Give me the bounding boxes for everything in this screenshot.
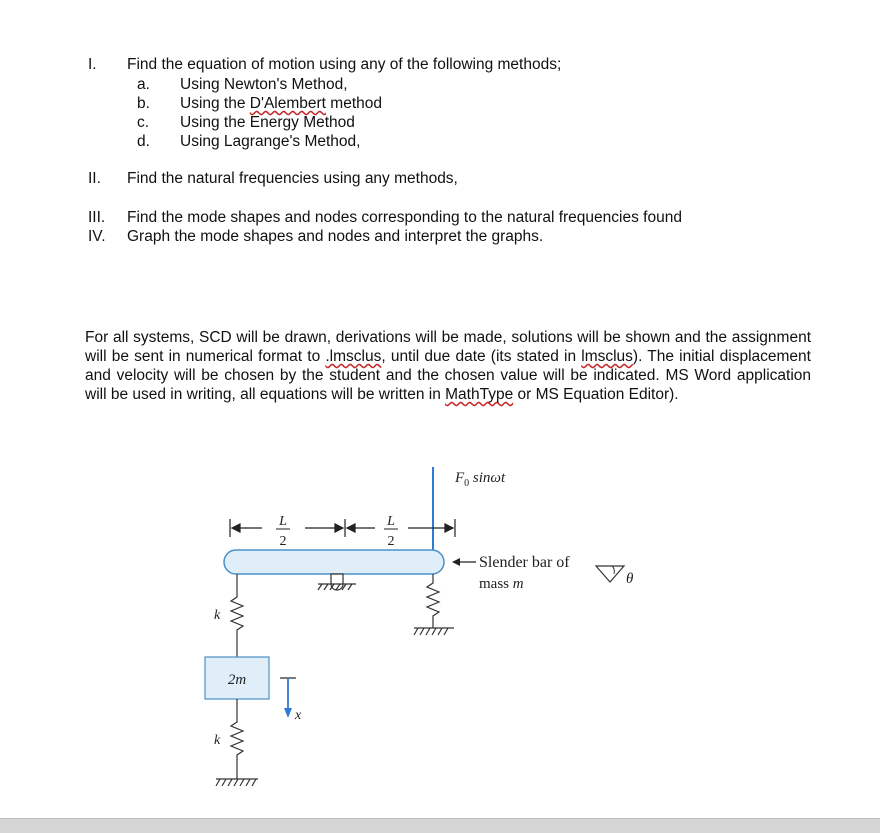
bottom-ground [216,779,258,786]
bar-label-arrow [452,558,476,566]
method-text: Using the Energy Method [180,114,355,131]
window-bottom-bar [0,818,880,833]
pivot-support [318,574,356,590]
upper-spring-k: k [214,608,221,623]
question-number: I. [88,56,97,73]
theta-label: θ [626,571,634,587]
bar-mass-label: mass m [479,576,524,592]
upper-left-spring [231,574,243,657]
lower-spring-k: k [214,733,221,748]
paragraph-part: , until due date (its stated in [381,348,582,365]
method-letter: b. [137,95,150,112]
question-text: Graph the mode shapes and nodes and interpret the graphs. [127,228,544,245]
dimension-fraction-left [276,514,290,549]
spelling-error: .lmsclus [325,348,382,365]
svg-text:L: L [279,514,287,529]
paragraph-part: For all systems, SCD will be drawn, derivations will be made, solutions will be shown and the assignment will be sent in numerical format to [85,329,811,365]
paragraph-part: ). The initial displacement and velocity will be chosen by the student and the chosen value will be indicated. MS Word application will be used in writing, all equations will be written in [85,348,811,403]
svg-text:L: L [387,514,395,529]
question-number: IV. [88,228,106,245]
question-text: Find the equation of motion using any of the following methods; [127,56,562,73]
method-text-post: method [325,95,382,112]
right-ground [414,628,454,635]
question-text: Find the natural frequencies using any methods, [127,170,458,187]
mass-label: 2m [227,672,247,688]
lower-left-spring [231,699,243,779]
x-arrow-head [284,708,292,718]
force-label: $F_0$ sinωt [455,470,506,489]
slender-bar [224,550,444,574]
method-text: Using Lagrange's Method, [180,133,361,150]
svg-text:2: 2 [387,534,395,549]
dimension-fraction-right [384,514,398,549]
question-number: III. [88,209,106,226]
method-text-pre: Using the [180,95,250,112]
method-letter: c. [137,114,150,131]
method-letter: d. [137,133,150,150]
right-spring [427,574,439,628]
spelling-error: lmsclus [581,348,633,365]
paragraph-part: or MS Equation Editor). [513,386,679,403]
bar-label: Slender bar of [479,554,570,571]
spelling-error: MathType [445,386,514,403]
method-letter: a. [137,76,150,93]
spelling-error: D'Alembert [249,95,326,112]
question-number: II. [88,170,101,187]
dimension-lines [230,519,455,537]
x-label: x [295,708,302,723]
question-text: Find the mode shapes and nodes corresponding to the natural frequencies found [127,209,682,226]
rotation-theta-icon [596,566,624,582]
method-text: Using Newton's Method, [180,76,348,93]
svg-text:2: 2 [279,534,287,549]
